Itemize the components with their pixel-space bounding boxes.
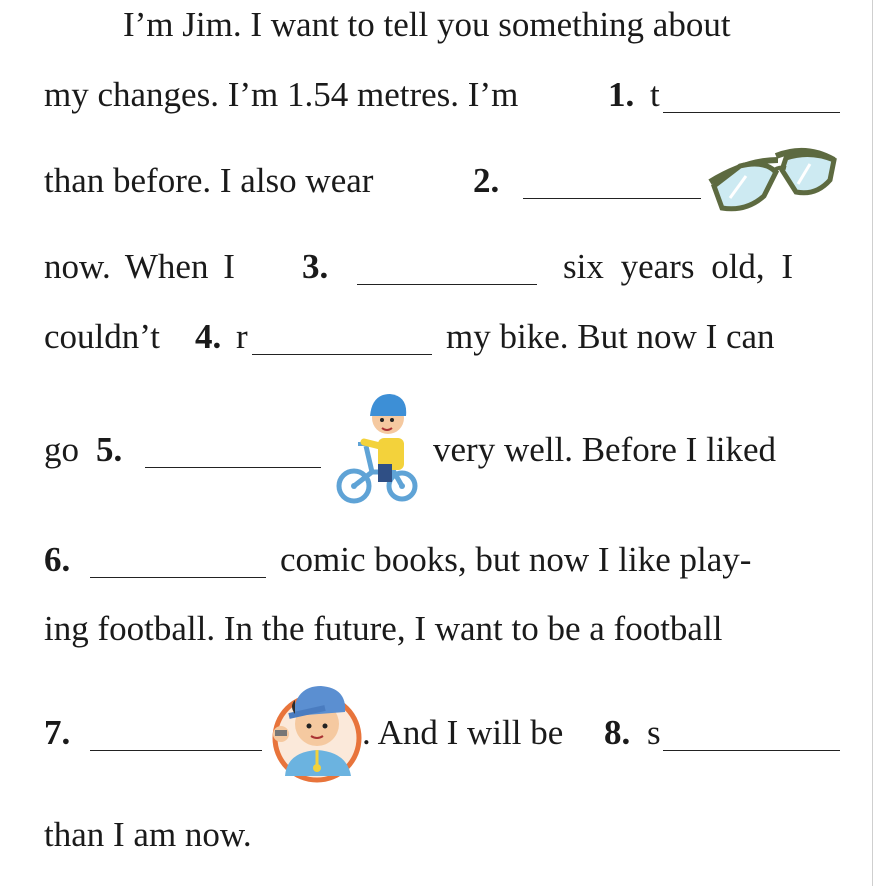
blank-number-6: 6. — [44, 540, 71, 579]
blank-number-1: 1. — [608, 75, 635, 114]
boy-riding-bike-icon — [336, 380, 420, 510]
text-line-10: than I am now. — [44, 815, 252, 854]
blank-4-first-letter: r — [236, 317, 248, 356]
blank-number-7: 7. — [44, 713, 71, 752]
answer-blank-8[interactable] — [663, 750, 840, 751]
boy-with-whistle-icon — [265, 672, 363, 788]
answer-blank-1[interactable] — [663, 112, 840, 113]
blank-8-first-letter: s — [647, 713, 661, 752]
blank-number-4: 4. — [195, 317, 222, 356]
text-line-3: than before. I also wear — [44, 161, 374, 200]
text-line-4-a: now. When I — [44, 247, 235, 286]
text-line-8: ing football. In the future, I want to be a football — [44, 609, 723, 648]
text-line-5-b: my bike. But now I can — [446, 317, 775, 356]
answer-blank-6[interactable] — [90, 577, 266, 578]
passage-line-1 — [0, 0, 888, 50]
passage-line-10 — [0, 810, 888, 860]
text-line-7: comic books, but now I like play- — [280, 540, 752, 579]
passage-line-6 — [0, 425, 888, 475]
answer-blank-5[interactable] — [145, 467, 321, 468]
text-line-5-a: couldn’t — [44, 317, 161, 356]
text-line-2: my changes. I’m 1.54 metres. I’m — [44, 75, 519, 114]
text-line-9: . And I will be — [362, 713, 564, 752]
text-line-6-b: very well. Before I liked — [433, 430, 777, 469]
blank-1-first-letter: t — [650, 75, 660, 114]
blank-number-5: 5. — [96, 430, 123, 469]
glasses-picture — [706, 142, 840, 212]
answer-blank-4[interactable] — [252, 354, 432, 355]
coach-picture — [265, 672, 363, 788]
answer-blank-3[interactable] — [357, 284, 537, 285]
text-line-4-b: six years old, I — [563, 247, 794, 286]
blank-number-2: 2. — [473, 161, 500, 200]
text-line-6-a: go — [44, 430, 79, 469]
passage-line-5 — [0, 312, 888, 362]
passage-line-8 — [0, 604, 888, 654]
answer-blank-2[interactable] — [523, 198, 701, 199]
text-line-1: I’m Jim. I want to tell you something about — [123, 5, 731, 44]
cyclist-picture — [336, 380, 420, 510]
blank-number-8: 8. — [604, 713, 631, 752]
glasses-icon — [706, 142, 840, 212]
blank-number-3: 3. — [302, 247, 329, 286]
answer-blank-7[interactable] — [90, 750, 262, 751]
